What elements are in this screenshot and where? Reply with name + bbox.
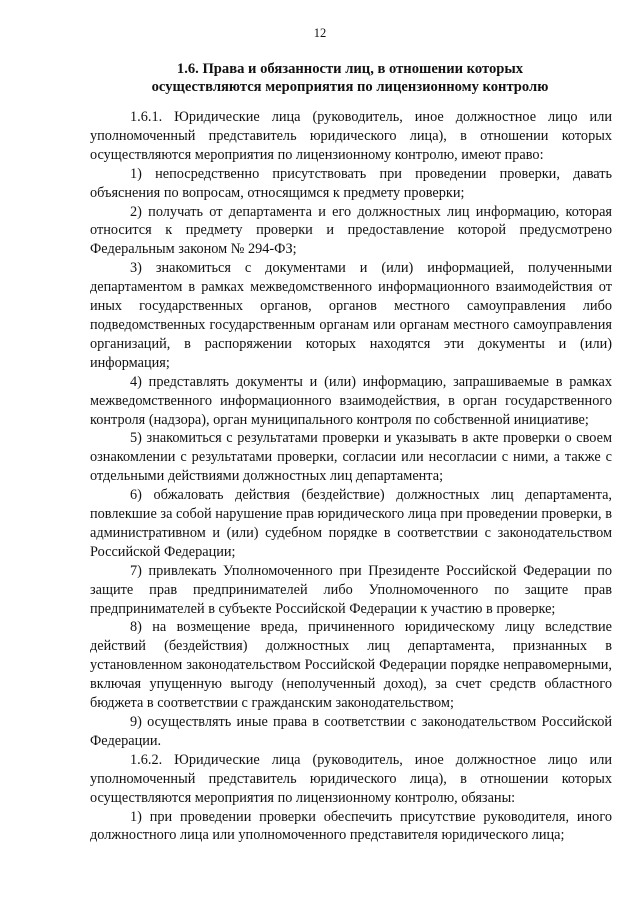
paragraph-1-6-1: 1.6.1. Юридические лица (руководитель, иное должностное лицо или уполномоченный представитель юридического лица), в отношении которых осуществляются мероприятия по лицензионному контролю, имеют право: <box>90 109 612 163</box>
list-item-right-8: 8) на возмещение вреда, причиненного юридическому лицу вследствие действий (бездействия) должностных лиц департамента, признанных в установленном законодательством Российской Федерации порядке неправомерными, включая упущенную выгоду (неполученный доход), за счет средств областного бюджета в соответствии с гражданским законодательством; <box>90 619 612 712</box>
list-item-right-9: 9) осуществлять иные права в соответствии с законодательством Российской Федерации. <box>90 714 612 749</box>
list-item-duty-1: 1) при проведении проверки обеспечить присутствие руководителя, иного должностного лица или уполномоченного представителя юридического лица; <box>90 808 612 844</box>
list-item-right-4: 4) представлять документы и (или) информацию, запрашиваемые в рамках межведомственного информационного взаимодействия, в орган государственного контроля (надзора), орган муниципального контроля по собственной инициативе; <box>90 373 612 428</box>
section-title <box>90 60 610 96</box>
list-item-right-1: 1) непосредственно присутствовать при проведении проверки, давать объяснения по вопросам, относящимся к предмету проверки; <box>90 165 612 201</box>
list-item-right-2: 2) получать от департамента и его должностных лиц информацию, которая относится к предмету проверки и предоставление которой предусмотрено Федеральным законом № 294-ФЗ; <box>90 203 612 258</box>
paragraph-1-6-2: 1.6.2. Юридические лица (руководитель, иное должностное лицо или уполномоченный представитель юридического лица), в отношении которых осуществляются мероприятия по лицензионному контролю, обязаны: <box>90 751 612 806</box>
list-item-right-5: 5) знакомиться с результатами проверки и указывать в акте проверки о своем ознакомлении с результатами проверки, согласии или несогласии с ними, а также с отдельными действиями должностных лиц департамента; <box>90 430 612 485</box>
section-title-line-1: 1.6. Права и обязанности лиц, в отношении которых <box>176 61 524 77</box>
section-title-line-2: осуществляются мероприятия по лицензионному контролю <box>151 79 549 95</box>
list-item-right-7: 7) привлекать Уполномоченного при Президенте Российской Федерации по защите прав предпринимателей либо Уполномоченного по защите прав предпринимателей в субъекте Российской Федерации к участию в проверке; <box>90 562 612 617</box>
page-number: 12 <box>313 26 327 40</box>
document-body <box>90 108 612 845</box>
list-item-right-3: 3) знакомиться с документами и (или) информацией, полученными департаментом в рамках межведомственного информационного взаимодействия от иных государственных органов, органов местного самоуправления либо подведомственных государственным органам или органам местного самоуправления организаций, в распоряжении которых находятся эти документы и (или) информация; <box>90 260 612 371</box>
list-item-right-6: 6) обжаловать действия (бездействие) должностных лиц департамента, повлекшие за собой нарушение прав юридического лица при проведении проверки, в административном и (или) судебном порядке в соответствии с законодательством Российской Федерации; <box>90 487 612 560</box>
